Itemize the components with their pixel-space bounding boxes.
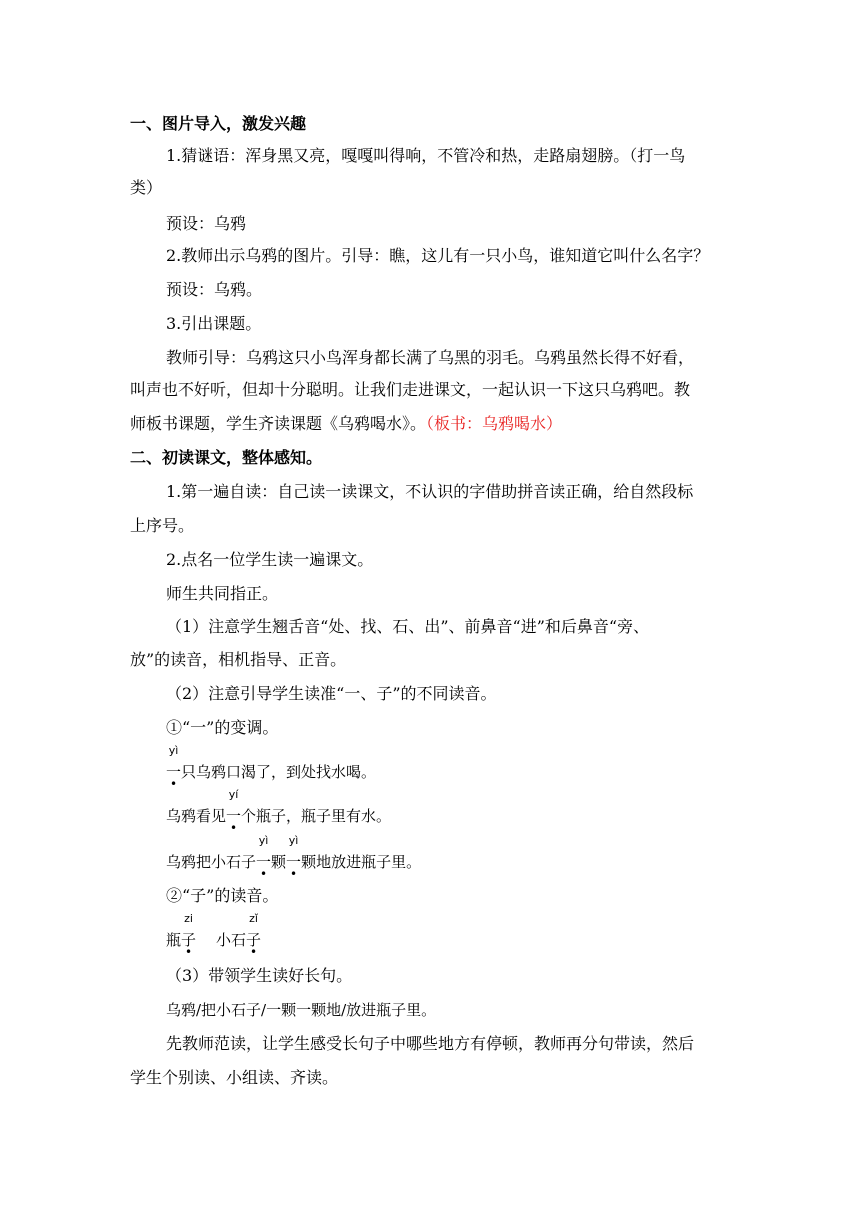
board-note: （板书：乌鸦喝水） [426, 414, 563, 433]
joint-correction: 师生共同指正。 [166, 584, 279, 603]
preset-answer-1: 预设：乌鸦 [166, 214, 247, 233]
final-line2: 学生个别读、小组读、齐读。 [130, 1068, 339, 1087]
zi-reading-title: ②“子”的读音。 [166, 886, 279, 905]
riddle-line2: 类） [130, 178, 163, 197]
first-read-line1: 1.第一遍自读：自己读一读课文，不认识的字借助拼音读正确，给自然段标 [166, 482, 694, 501]
item2-roll-call: 2.点名一位学生读一遍课文。 [166, 550, 374, 569]
note1-line2: 放”的读音，相机指导、正音。 [130, 650, 347, 669]
note1-line1: （1）注意学生翘舌音“处、找、石、出”、前鼻音“进”和后鼻音“旁、 [166, 617, 650, 636]
item2-picture: 2.教师出示乌鸦的图片。引导：瞧，这儿有一只小鸟，谁知道它叫什么名字？ [166, 246, 710, 265]
pinyin-char: yì 一 • [166, 744, 182, 791]
pinyin-char: zǐ 子 • [246, 912, 262, 959]
section1-heading: 一、图片导入，激发兴趣 [130, 114, 307, 133]
long-sentence: 乌鸦/把小石子/一颗一颗地/放进瓶子里。 [166, 1001, 437, 1019]
section2-heading: 二、初读课文，整体感知。 [130, 448, 323, 467]
preset-answer-2: 预设：乌鸦。 [166, 280, 263, 299]
pinyin-char: yì 一 • [256, 834, 272, 881]
example-sentence-3: 乌鸦把小石子 yì 一 • 颗 yì 一 • 颗地放进瓶子里。 [166, 834, 422, 881]
pinyin-char: zi 子 • [181, 912, 197, 959]
pinyin-char: yí 一 • [226, 788, 242, 835]
note3: （3）带领学生读好长句。 [166, 966, 353, 985]
guide-text: 师板书课题，学生齐读课题《乌鸦喝水》。 [130, 414, 427, 433]
yi-tone-title: ①“一”的变调。 [166, 718, 279, 737]
note2: （2）注意引导学生读准“一、子”的不同读音。 [166, 684, 497, 703]
example-sentence-1: yì 一 • 只乌鸦口渴了，到处找水喝。 [166, 744, 377, 791]
pinyin-char: yì 一 • [286, 834, 302, 881]
final-line1: 先教师范读，让学生感受长句子中哪些地方有停顿，教师再分句带读，然后 [166, 1034, 695, 1053]
example-sentence-2: 乌鸦看见 yí 一 • 个瓶子，瓶子里有水。 [166, 788, 392, 835]
teacher-guide-line3 [130, 414, 562, 434]
item3-title: 3.引出课题。 [166, 314, 262, 333]
teacher-guide-line2: 叫声也不好听，但却十分聪明。让我们走进课文，一起认识一下这只乌鸦吧。教 [130, 380, 691, 399]
first-read-line2: 上序号。 [130, 516, 195, 535]
riddle-line1: 1.猜谜语：浑身黑又亮，嘎嘎叫得响，不管冷和热，走路扇翅膀。（打一鸟 [166, 146, 686, 165]
example-zi-words: 瓶 zi 子 • 小石 zǐ 子 • [166, 912, 262, 959]
teacher-guide-line1: 教师引导：乌鸦这只小鸟浑身都长满了乌黑的羽毛。乌鸦虽然长得不好看， [166, 348, 695, 367]
